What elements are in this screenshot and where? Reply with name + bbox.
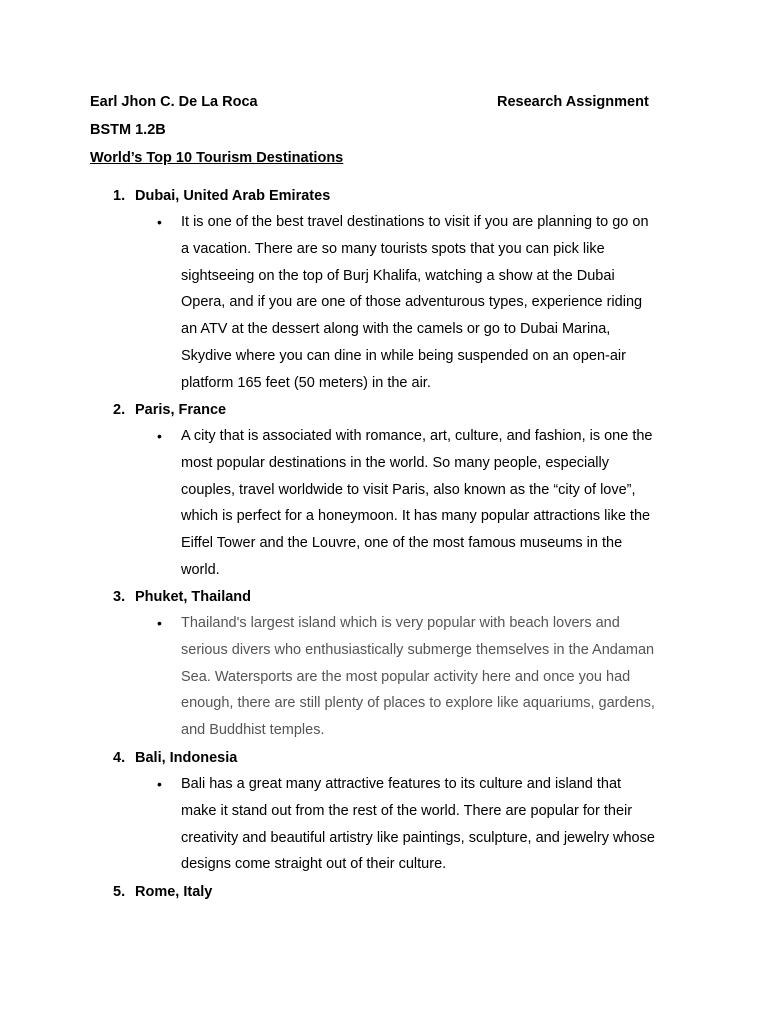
list-item-heading: [113, 401, 226, 419]
paragraph-line: Skydive where you can dine in while being suspended on an open-air: [181, 347, 626, 364]
paragraph-line: Eiffel Tower and the Louvre, one of the most famous museums in the: [181, 535, 623, 552]
assignment-label: Research Assignment: [497, 94, 649, 110]
list-item-heading: [113, 749, 237, 767]
paragraph-line: creativity and beautiful artistry like paintings, sculpture, and jewelry whose: [181, 829, 655, 846]
paragraph-line: Thailand's largest island which is very popular with beach lovers and: [181, 615, 620, 631]
list-item-number: 2.: [113, 402, 126, 418]
paragraph-line: It is one of the best travel destinations to visit if you are planning to go on: [181, 214, 649, 230]
list-item-paragraph: [181, 209, 681, 397]
list-item-number: 3.: [113, 589, 126, 605]
paragraph-line: Opera, and if you are one of those adventurous types, experience riding: [181, 294, 643, 311]
paragraph-line: which is perfect for a honeymoon. It has many popular attractions like the: [181, 508, 651, 525]
paragraph-line: couples, travel worldwide to visit Paris, also known as the “city of love”,: [181, 481, 636, 498]
course-code: BSTM 1.2B: [90, 122, 166, 138]
list-item-paragraph: [181, 771, 681, 878]
list-item-heading: [113, 588, 251, 606]
bullet-icon: •: [157, 615, 162, 631]
paragraph-line: enough, there are still plenty of places to explore like aquariums, gardens,: [181, 695, 655, 712]
bullet-icon: •: [157, 776, 162, 792]
list-item-number: 1.: [113, 188, 126, 204]
list-item-title: Phuket, Thailand: [135, 589, 252, 605]
list-item-heading: [113, 187, 330, 205]
list-item-title: Dubai, United Arab Emirates: [135, 188, 331, 204]
list-item-paragraph: [181, 610, 681, 744]
paragraph-line: Sea. Watersports are the most popular activity here and once you had: [181, 668, 631, 685]
list-item-paragraph: [181, 423, 681, 584]
list-item-number: 4.: [113, 750, 126, 766]
list-item-title: Paris, France: [135, 402, 227, 418]
paragraph-line: a vacation. There are so many tourists spots that you can pick like: [181, 240, 605, 257]
author-name: Earl Jhon C. De La Roca: [90, 94, 258, 110]
list-item-heading: [113, 883, 212, 901]
bullet-icon: •: [157, 428, 162, 444]
paragraph-line: world.: [181, 561, 220, 578]
list-item-number: 5.: [113, 884, 126, 900]
paragraph-line: Bali has a great many attractive features to its culture and island that: [181, 776, 622, 792]
paragraph-line: an ATV at the dessert along with the camels or go to Dubai Marina,: [181, 321, 611, 338]
paragraph-line: designs come straight out of their culture.: [181, 856, 447, 873]
paragraph-line: serious divers who enthusiastically submerge themselves in the Andaman: [181, 641, 655, 658]
bullet-icon: •: [157, 214, 162, 230]
paragraph-line: make it stand out from the rest of the world. There are popular for their: [181, 802, 633, 819]
paragraph-line: most popular destinations in the world. So many people, especially: [181, 454, 609, 471]
paragraph-line: sightseeing on the top of Burj Khalifa, watching a show at the Dubai: [181, 267, 615, 284]
paragraph-line: platform 165 feet (50 meters) in the air.: [181, 374, 431, 391]
paragraph-line: and Buddhist temples.: [181, 722, 325, 739]
list-item-title: Bali, Indonesia: [135, 750, 238, 766]
document-title: World’s Top 10 Tourism Destinations: [90, 150, 344, 166]
paragraph-line: A city that is associated with romance, art, culture, and fashion, is one the: [181, 428, 653, 444]
list-item-title: Rome, Italy: [135, 884, 213, 900]
